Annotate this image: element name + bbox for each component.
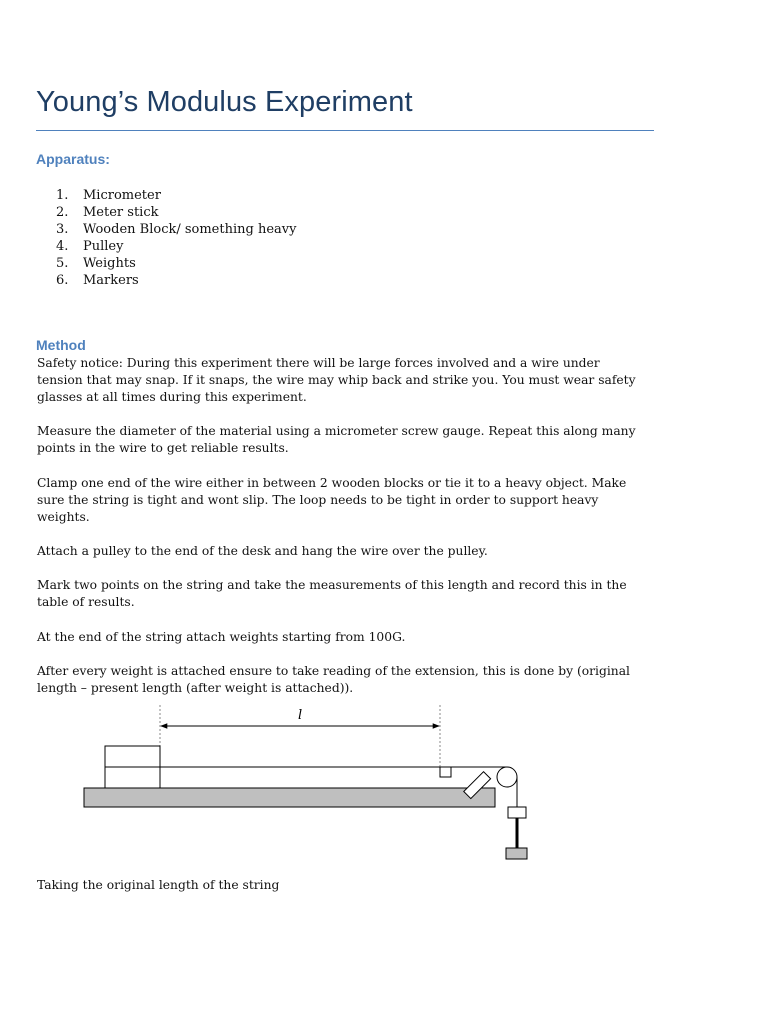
list-item-label: Markers [83,273,139,288]
method-paragraph: At the end of the string attach weights starting from 100G. [37,629,406,644]
page-title: Young’s Modulus Experiment [36,86,413,118]
list-item-label: Wooden Block/ something heavy [83,222,297,237]
method-paragraph: After every weight is attached ensure to take reading of the extension, this is done by (original length – present length (after weight is attached)). [37,663,630,695]
list-item [56,221,296,238]
method-heading: Method [36,337,86,353]
list-item-number: 2. [56,205,69,220]
method-paragraph: Attach a pulley to the end of the desk and hang the wire over the pulley. [37,544,488,559]
hanging-marker [508,807,526,818]
list-item [56,255,296,272]
list-item-label: Pulley [83,239,124,254]
weight-icon [506,848,527,859]
list-item [56,187,296,204]
title-underline [36,130,654,131]
list-item-number: 6. [56,273,69,288]
list-item-number: 3. [56,222,69,237]
marker-point [440,767,451,777]
desk [84,788,495,807]
method-paragraph: Mark two points on the string and take the measurements of this length and record this in the table of results. [37,578,627,610]
list-item [56,238,296,255]
list-item-label: Micrometer [83,188,161,203]
pulley-icon [497,767,517,787]
list-item-number: 4. [56,239,69,254]
method-paragraph: Measure the diameter of the material using a micrometer screw gauge. Repeat this along many points in the wire to get reliable results. [37,424,636,456]
list-item [56,272,296,289]
apparatus-list [56,187,296,289]
diagram-caption: Taking the original length of the string [37,878,280,892]
safety-notice-paragraph: Safety notice: During this experiment there will be large forces involved and a wire under tension that may snap. If it snaps, the wire may whip back and strike you. You must wear safety glasses at all times during this experiment. [37,356,636,405]
method-paragraph: Clamp one end of the wire either in between 2 wooden blocks or tie it to a heavy object. Make sure the string is tight and wont slip. The loop needs to be tight in order to support heavy weights. [37,475,627,524]
apparatus-heading: Apparatus: [36,151,110,167]
list-item-label: Weights [83,256,136,271]
length-label: l [298,708,303,723]
list-item-number: 5. [56,256,69,271]
method-body [37,355,647,714]
list-item-label: Meter stick [83,205,159,220]
apparatus-diagram [80,700,540,865]
list-item [56,204,296,221]
list-item-number: 1. [56,188,69,203]
